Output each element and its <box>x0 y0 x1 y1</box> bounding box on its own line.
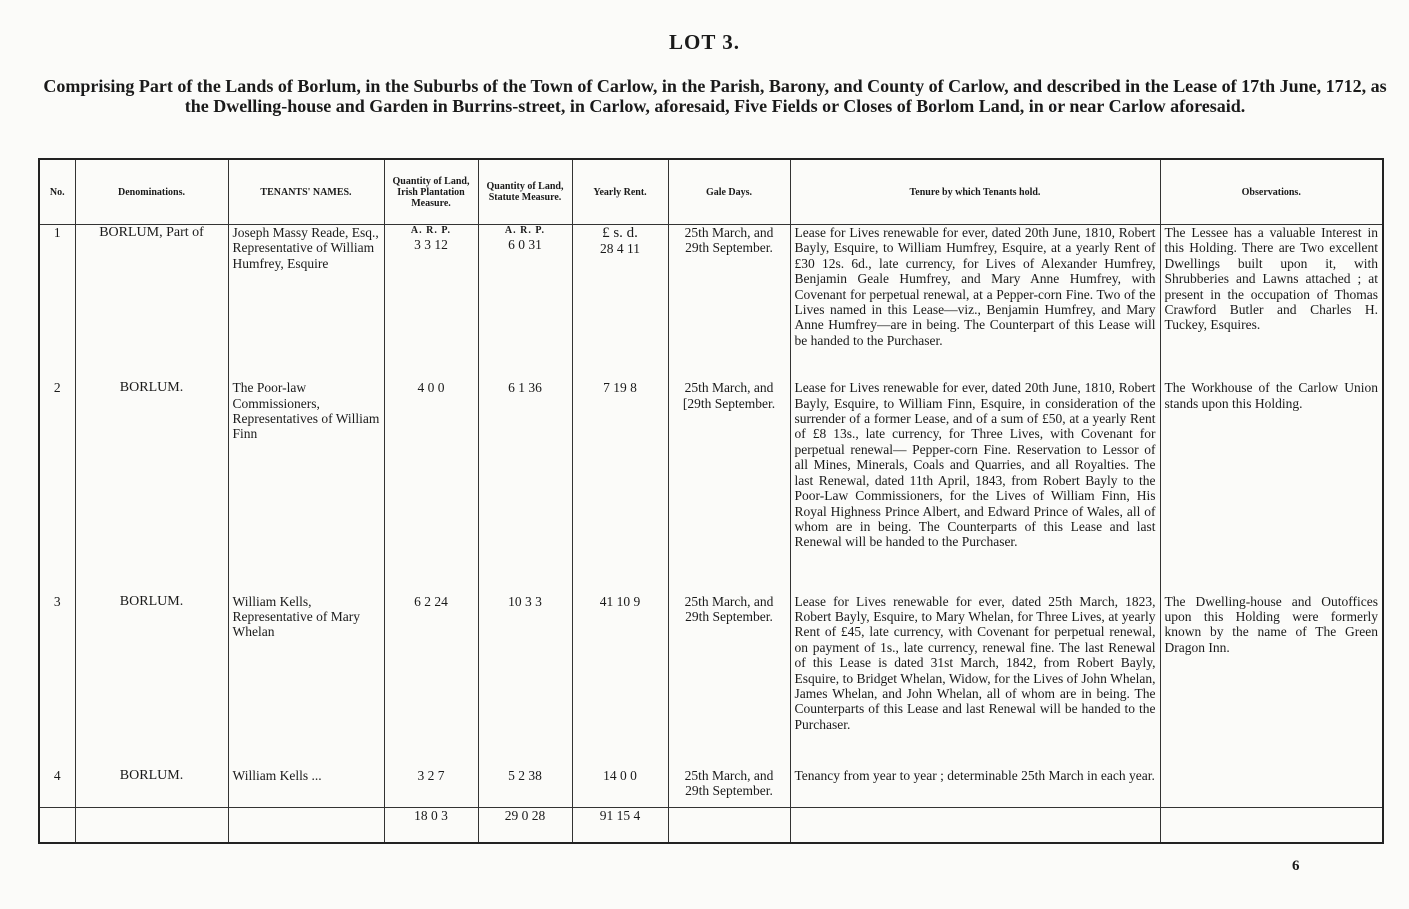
header-observations: Observations. <box>1160 160 1382 225</box>
row-rent: 7 19 8 <box>572 380 668 593</box>
row-tenant: The Poor-law Commissioners, Representatives of William Finn <box>228 380 384 593</box>
row-observations: The Lessee has a valuable Interest in this Holding. There are Two excellent Dwellings built upon it, with Shrubberies and Lawns attached ; at present in the occupation of Thomas Crawford Butler and Charles H. Tuckey, Esquires. <box>1160 225 1382 381</box>
row-irish <box>384 225 478 381</box>
total-irish: 18 0 3 <box>384 808 478 843</box>
row-statute: 5 2 38 <box>478 768 572 807</box>
lot-table <box>40 160 1382 842</box>
row-observations: The Workhouse of the Carlow Union stands upon this Holding. <box>1160 380 1382 593</box>
land-unit-label: A. R. P. <box>410 225 452 236</box>
row-tenure: Lease for Lives renewable for ever, dated 20th June, 1810, Robert Bayly, Esquire, to William Humfrey, Esquire, at a yearly Rent of £30 12s. 6d., late currency, for Lives of Alexander Humfrey, Benjamin Geale Humfrey, and Mary Anne Humfrey, with Covenant for perpetual renewal, at a Pepper-corn Fine. Two of the Lives named in this Lease—viz., Benjamin Humfrey, and Mary Anne Humfrey—are in being. The Counterpart of this Lease will be handed to the Purchaser. <box>790 225 1160 381</box>
header-yearly-rent: Yearly Rent. <box>572 160 668 225</box>
table-row <box>40 225 1382 381</box>
row-tenant: Joseph Massy Reade, Esq., Representative of William Humfrey, Esquire <box>228 225 384 381</box>
row-tenure: Lease for Lives renewable for ever, dated 25th March, 1823, Robert Bayly, Esquire, to Mary Whelan, for Three Lives, at yearly Rent of £45, late currency, with Covenant for perpetual renewal, on payment of 1s., late currency, renewal fine. The last Renewal of this Lease is dated 31st March, 1842, from Robert Bayly, Esquire, to Bridget Whelan, Widow, for the Lives of John Whelan, James Whelan, and John Whelan, all of whom are in being. The Counterparts of this Lease and last Renewal will be handed to the Purchaser. <box>790 594 1160 769</box>
row-denomination: BORLUM. <box>75 594 228 769</box>
currency-unit-label: £ s. d. <box>602 225 638 241</box>
lot-title: LOT 3. <box>669 30 740 54</box>
row-gale: 25th March, and 29th September. <box>668 225 790 381</box>
row-denomination: BORLUM, Part of <box>75 225 228 381</box>
header-tenure: Tenure by which Tenants hold. <box>790 160 1160 225</box>
row-rent-value: 28 4 11 <box>600 241 640 256</box>
page-number: 6 <box>1292 858 1300 874</box>
row-statute: 6 1 36 <box>478 380 572 593</box>
lot-description: Comprising Part of the Lands of Borlum, in the Suburbs of the Town of Carlow, in the Parish, Barony, and County of Carlow, and described in the Lease of 17th June, 1712, as the Dwelling-house and Garden in Burrins-street, in Carlow, aforesaid, Five Fields or Closes of Borlom Land, in or near Carlow aforesaid. <box>43 76 1387 116</box>
row-no: 1 <box>53 225 61 240</box>
table-row <box>40 594 1382 769</box>
header-denominations: Denominations. <box>75 160 228 225</box>
row-tenant: William Kells, Representative of Mary Whelan <box>228 594 384 769</box>
row-irish: 6 2 24 <box>384 594 478 769</box>
totals-tenure <box>790 808 1160 843</box>
row-rent: 41 10 9 <box>572 594 668 769</box>
land-unit-label: A. R. P. <box>504 225 546 236</box>
totals-no <box>40 808 75 843</box>
row-gale: 25th March, and 29th September. <box>668 594 790 769</box>
row-denomination: BORLUM. <box>75 380 228 593</box>
row-tenure: Lease for Lives renewable for ever, dated 20th June, 1810, Robert Bayly, Esquire, to William Finn, Esquire, in consideration of the surrender of a former Lease, and of a sum of £50, at a yearly Rent of £8 13s., late currency, for Three Lives, with Covenant for perpetual renewal— Pepper-corn Fine. Reservation to Lessor of all Mines, Minerals, Coals and Quarries, and all Royalties. The last Renewal, dated 11th April, 1843, from Robert Bayly to the Poor-Law Commissioners, for the Lives of William Finn, His Royal Highness Prince Albert, and Edward Prince of Wales, all of whom are in being. The Counterparts of this Lease and last Renewal will be handed to the Purchaser. <box>790 380 1160 593</box>
totals-gale <box>668 808 790 843</box>
total-statute: 29 0 28 <box>478 808 572 843</box>
row-rent: 14 0 0 <box>572 768 668 807</box>
row-statute-value: 6 0 31 <box>508 237 542 252</box>
header-statute-measure: Quantity of Land, Statute Measure. <box>478 160 572 225</box>
row-no: 4 <box>53 768 61 784</box>
total-rent: 91 15 4 <box>572 808 668 843</box>
header-gale-days: Gale Days. <box>668 160 790 225</box>
table-row <box>40 768 1382 807</box>
row-observations <box>1160 768 1382 807</box>
totals-denomination <box>75 808 228 843</box>
totals-observations <box>1160 808 1382 843</box>
row-observations: The Dwelling-house and Outoffices upon this Holding were formerly known by the name of The Green Dragon Inn. <box>1160 594 1382 769</box>
row-rent <box>572 225 668 381</box>
header-tenants: TENANTS' NAMES. <box>228 160 384 225</box>
row-irish: 3 2 7 <box>384 768 478 807</box>
row-tenant: William Kells ... <box>228 768 384 807</box>
table-row <box>40 380 1382 593</box>
header-irish-measure: Quantity of Land, Irish Plantation Measure. <box>384 160 478 225</box>
totals-tenant <box>228 808 384 843</box>
row-statute: 10 3 3 <box>478 594 572 769</box>
row-gale: 25th March, and [29th September. <box>668 380 790 593</box>
header-no: No. <box>40 160 75 225</box>
row-denomination: BORLUM. <box>75 768 228 807</box>
header-row <box>40 160 1382 225</box>
row-no: 2 <box>53 380 61 396</box>
row-irish-value: 3 3 12 <box>414 237 448 252</box>
row-tenure: Tenancy from year to year ; determinable 25th March in each year. <box>790 768 1160 807</box>
row-irish: 4 0 0 <box>384 380 478 593</box>
row-statute <box>478 225 572 381</box>
row-no: 3 <box>53 593 61 609</box>
row-gale: 25th March, and 29th September. <box>668 768 790 807</box>
totals-row <box>40 808 1382 843</box>
